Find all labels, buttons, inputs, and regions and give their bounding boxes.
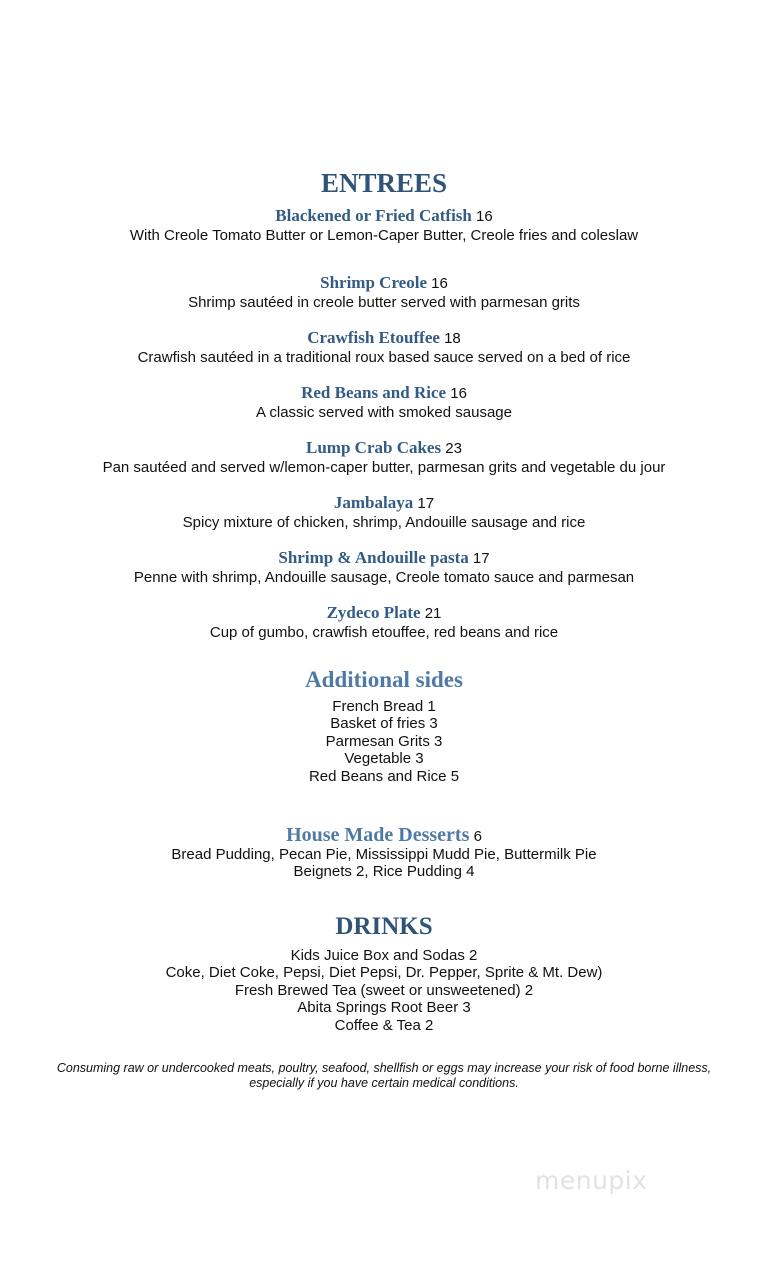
drinks-heading: DRINKS — [335, 913, 433, 940]
food-safety-disclaimer — [40, 1061, 728, 1091]
item-price: 17 — [472, 550, 490, 567]
item-name: Jambalaya — [333, 493, 414, 512]
item-name: Shrimp & Andouille pasta — [278, 548, 469, 567]
item-name: Crawfish Etouffee — [307, 328, 440, 347]
menu-item — [0, 273, 768, 312]
item-description: Pan sautéed and served w/lemon-caper butter, parmesan grits and vegetable du jour — [102, 459, 666, 476]
item-price: 17 — [417, 495, 435, 512]
menupix-watermark: menupix — [535, 1166, 648, 1195]
sides-heading: Additional sides — [305, 667, 463, 692]
menu-item — [0, 493, 768, 532]
menu-item — [0, 438, 768, 477]
list-item: Abita Springs Root Beer 3 — [297, 999, 471, 1017]
item-description: Shrimp sautéed in creole butter served with parmesan grits — [188, 294, 580, 311]
desserts-line: Beignets 2, Rice Pudding 4 — [293, 863, 475, 881]
drinks-list — [0, 947, 768, 1034]
menu-item — [0, 383, 768, 422]
disclaimer-line: Consuming raw or undercooked meats, poultry, seafood, shellfish or eggs may increase your risk of food borne illness, — [56, 1061, 712, 1075]
entrees-heading: ENTREES — [320, 168, 448, 198]
item-name: Zydeco Plate — [326, 603, 421, 622]
item-name: Lump Crab Cakes — [306, 438, 442, 457]
desserts-section — [0, 826, 768, 881]
item-price: 21 — [424, 605, 442, 622]
list-item: Parmesan Grits 3 — [325, 732, 443, 750]
menu-item — [0, 603, 768, 642]
desserts-price: 6 — [473, 828, 482, 845]
menu-item — [0, 206, 768, 245]
item-name: Red Beans and Rice — [301, 383, 447, 402]
disclaimer-line: especially if you have certain medical conditions. — [249, 1076, 519, 1090]
menu-item — [0, 328, 768, 367]
list-item: Kids Juice Box and Sodas 2 — [290, 947, 478, 964]
list-item: Basket of fries 3 — [330, 715, 438, 733]
list-item: Coffee & Tea 2 — [334, 1016, 434, 1034]
list-item: Vegetable 3 — [344, 750, 424, 768]
item-description: Penne with shrimp, Andouille sausage, Creole tomato sauce and parmesan — [133, 569, 635, 586]
menu-item — [0, 548, 768, 587]
item-name: Shrimp Creole — [320, 273, 427, 292]
item-price: 18 — [444, 330, 461, 347]
desserts-line: Bread Pudding, Pecan Pie, Mississippi Mudd Pie, Buttermilk Pie — [171, 846, 597, 863]
sides-list — [0, 698, 768, 785]
desserts-heading: House Made Desserts — [286, 824, 470, 846]
item-price: 16 — [476, 208, 493, 225]
item-name: Blackened or Fried Catfish — [275, 206, 472, 225]
list-item: French Bread 1 — [332, 698, 436, 715]
item-price: 23 — [445, 440, 462, 457]
item-description: Crawfish sautéed in a traditional roux based sauce served on a bed of rice — [137, 349, 631, 366]
item-description: Cup of gumbo, crawfish etouffee, red beans and rice — [209, 624, 559, 641]
item-description: A classic served with smoked sausage — [256, 404, 512, 421]
item-description: With Creole Tomato Butter or Lemon-Caper Butter, Creole fries and coleslaw — [129, 227, 639, 244]
list-item: Coke, Diet Coke, Pepsi, Diet Pepsi, Dr. Pepper, Sprite & Mt. Dew) — [165, 964, 603, 982]
item-description: Spicy mixture of chicken, shrimp, Andouille sausage and rice — [182, 514, 586, 531]
list-item: Fresh Brewed Tea (sweet or unsweetened) 2 — [234, 981, 534, 999]
item-price: 16 — [431, 275, 448, 292]
item-price: 16 — [450, 385, 467, 402]
list-item: Red Beans and Rice 5 — [308, 767, 460, 785]
